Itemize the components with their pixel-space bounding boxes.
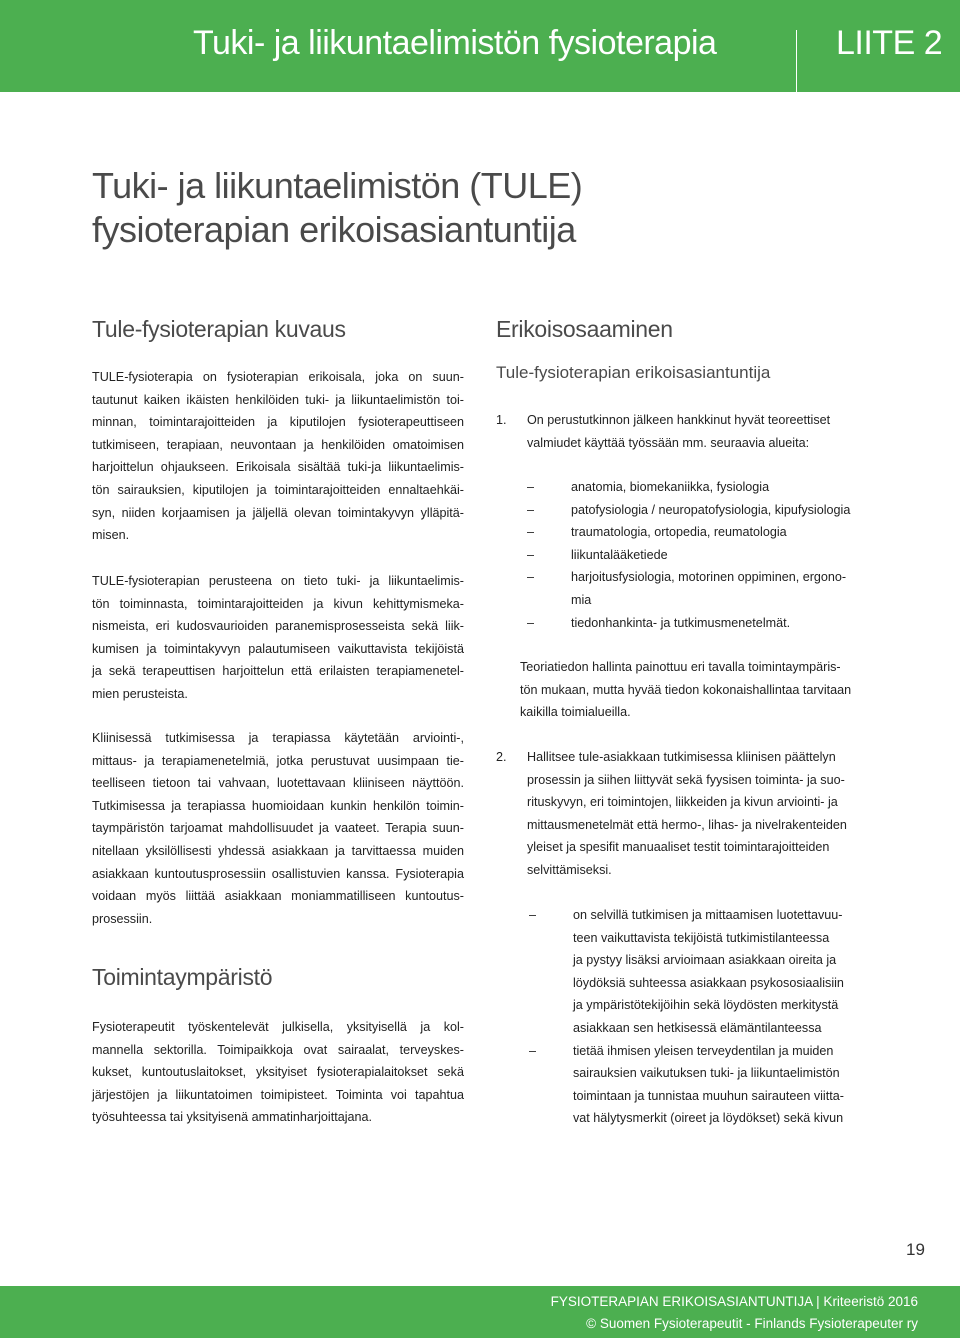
clinical-skills-list [529, 904, 889, 1130]
list-item [527, 544, 887, 567]
list-item-line: liikuntalääketiede [571, 547, 668, 562]
header-bar [0, 0, 960, 92]
item-text [527, 746, 867, 882]
text-line: rituskyvyn, eri toimintojen, liikkeiden ja kivun arviointi- ja [527, 795, 838, 810]
paragraph-kuvaus-3 [92, 727, 464, 930]
footer-publication: FYSIOTERAPIAN ERIKOISASIANTUNTIJA | Kriteeristö 2016 [550, 1294, 918, 1309]
text-line: TULE-fysioterapian perusteena on tieto tuki- ja liikuntaelimis- [92, 574, 464, 588]
list-item-line: toimintaan ja tunnistaa muuhun sairauteen viitta- [573, 1088, 844, 1103]
text-line: selvittämiseksi. [527, 862, 612, 877]
page-title-line-2: fysioterapian erikoisasiantuntija [92, 209, 576, 250]
text-line: mittaus- ja terapiamenetelmiä, jotka perustuvat uusimpaan tie- [92, 753, 464, 768]
text-line: prosessin ja siihen liittyvät sekä fyysisen toiminta- ja suo- [527, 772, 845, 787]
text-line: teelliseen tietoon tai vahvaan, luotettavaan kliiniseen näyttöön. [92, 776, 464, 791]
page-title [92, 164, 582, 252]
text-line: TULE-fysioterapia on fysioterapian erikoisala, joka on suun- [92, 370, 464, 384]
dash-bullet: – [527, 525, 535, 540]
text-line: tutkimiseen, terapiaan, neuvontaan ja henkilöiden omatoimisen [92, 437, 464, 452]
text-line: misen. [92, 528, 130, 543]
text-line: asiakkaan kuntoutusprosessiin osallistuvien kanssa. Fysioterapia [92, 866, 464, 881]
text-line: kukset, kuntoutuslaitokset, yksityiset fysioterapialaitokset sekä [92, 1065, 464, 1080]
dash-bullet: – [527, 570, 535, 585]
text-line: tön mukaan, mutta hyvää tiedon kokonaishallintaa tarvitaan [520, 682, 852, 697]
list-item-line: tiedonhankinta- ja tutkimusmenetelmät. [571, 615, 791, 630]
header-divider [796, 30, 797, 92]
list-item-line: vat hälytysmerkit (oireet ja löydökset) sekä kivun [573, 1111, 844, 1126]
section-heading-erikoisosaaminen: Erikoisosaaminen [496, 316, 673, 342]
item-text [527, 409, 867, 454]
list-item [527, 566, 887, 611]
list-item-line: patofysiologia / neuropatofysiologia, kipufysiologia [571, 502, 851, 517]
paragraph-teoriatieto [520, 656, 872, 724]
list-item [527, 612, 887, 635]
list-item-line: teen vaikuttavista tekijöistä tutkimistilanteessa [573, 930, 830, 945]
text-line: nismeista, eri kudosvaurioiden paranemisprosesseista sekä liik- [92, 619, 464, 634]
text-line: tön sairauksien, kiputilojen ja toimintarajoitteiden ennaltaehkäi- [92, 482, 464, 497]
paragraph-kuvaus-2 [92, 570, 464, 706]
item-number: 1. [496, 413, 507, 427]
paragraph-kuvaus-1 [92, 366, 464, 547]
text-line: harjoittelun ohjaukseen. Erikoisala sisältää tuki-ja liikuntaelimis- [92, 460, 464, 475]
dash-bullet: – [529, 908, 537, 922]
list-item-line: ja pystyy lisäksi arvioimaan asiakkaan oireita ja [573, 953, 837, 968]
text-line: On perustutkinnon jälkeen hankkinut hyvät teoreettiset [527, 413, 831, 427]
text-line: järjestöjen ja liikuntatoimen toimipisteet. Toiminta voi tapahtua [92, 1087, 464, 1102]
text-line: Hallitsee tule-asiakkaan tutkimisessa kliinisen päättelyn [527, 750, 836, 764]
dash-bullet: – [527, 615, 535, 630]
numbered-item-1 [496, 409, 876, 455]
text-line: taympäristön tarjoamat mahdollisuudet ja vaateet. Terapia suun- [92, 821, 464, 836]
list-item-line: löydöksiä suhteessa asiakkaan psykososiaalisiin [573, 975, 844, 990]
text-line: prosessiin. [92, 911, 153, 926]
dash-bullet: – [527, 480, 535, 494]
text-line: työsuhteessa tai yksityisenä ammatinharjoittajana. [92, 1110, 373, 1125]
item-number: 2. [496, 750, 507, 764]
text-line: ja sekä terapeuttisen harjoittelun että erilaisten terapiamenetel- [92, 664, 464, 679]
text-line: yleiset ja spesifit manuaaliset testit toimintarajoitteiden [527, 840, 830, 855]
list-item-line: traumatologia, ortopedia, reumatologia [571, 525, 787, 540]
list-item-line: harjoitusfysiologia, motorinen oppiminen, ergono- [571, 570, 847, 585]
numbered-item-2 [496, 746, 876, 886]
knowledge-area-list [527, 476, 887, 634]
list-item [527, 476, 887, 499]
dash-bullet: – [527, 502, 535, 517]
text-line: tautunut kaiken ikäisten henkilöiden tuki- ja liikuntaelimistön toi- [92, 392, 464, 407]
list-item-line: sairauksien vaikutuksen tuki- ja liikuntaelimistön [573, 1066, 840, 1081]
subheading-erikoisasiantuntija: Tule-fysioterapian erikoisasiantuntija [496, 363, 771, 382]
list-item [529, 904, 889, 1040]
text-line: tön toiminnasta, toimintarajoitteiden ja kivun kehittymismeka- [92, 596, 464, 611]
footer-bar [0, 1286, 960, 1338]
text-line: mittausmenetelmät että hermo-, lihas- ja nivelrakenteiden [527, 817, 847, 832]
text-line: nitellaan yksilöllisesti yhdessä asiakkaan ja tarvittaessa muiden [92, 843, 464, 858]
page-title-line-1: Tuki- ja liikuntaelimistön (TULE) [92, 165, 583, 206]
list-item [529, 1040, 889, 1130]
text-line: minnan, toimintarajoitteiden ja kiputilojen fysioterapeuttiseen [92, 415, 464, 430]
text-line: mannella sektorilla. Toimipaikkoja ovat sairaalat, terveyskes- [92, 1042, 464, 1057]
text-line: mien perusteista. [92, 686, 188, 701]
text-line: Fysioterapeutit työskentelevät julkisella, yksityisellä ja kol- [92, 1020, 464, 1034]
list-item-line: asiakkaan sen hetkisessä elämäntilanteessa [573, 1020, 822, 1035]
paragraph-toimintaymparisto [92, 1016, 464, 1129]
text-line: valmiudet käyttää työssään mm. seuraavia alueita: [527, 435, 810, 450]
text-line: kaikilla toimialueilla. [520, 705, 631, 720]
section-heading-toimintaymparisto: Toimintaympäristö [92, 964, 273, 990]
section-heading-kuvaus: Tule-fysioterapian kuvaus [92, 316, 346, 342]
list-item-line: tietää ihmisen yleisen terveydentilan ja muiden [573, 1043, 834, 1058]
text-line: Kliinisessä tutkimisessa ja terapiassa käytetään arviointi-, [92, 731, 464, 745]
text-line: syn, niiden korjaamisen ja jäljellä olevan toimintakyvyn ylläpitä- [92, 505, 464, 520]
text-line: voidaan myös liittää asiakkaan moniammatilliseen kuntoutus- [92, 889, 464, 904]
header-title: Tuki- ja liikuntaelimistön fysioterapia [193, 24, 717, 62]
list-item [527, 521, 887, 544]
text-line: kumisen ja toimintakyvyn palautumiseen vaikuttavista tekijöistä [92, 641, 464, 656]
page-number: 19 [906, 1240, 925, 1259]
list-item [527, 499, 887, 522]
list-item-line: on selvillä tutkimisen ja mittaamisen luotettavuu- [573, 908, 843, 922]
list-item-line: ja ympäristötekijöihin sekä löydösten merkitystä [573, 998, 839, 1013]
list-item-line: anatomia, biomekaniikka, fysiologia [571, 480, 770, 494]
list-item-line: mia [571, 592, 592, 607]
footer-copyright: © Suomen Fysioterapeutit - Finlands Fysioterapeuter ry [586, 1316, 918, 1331]
appendix-label: LIITE 2 [836, 24, 943, 62]
dash-bullet: – [529, 1043, 537, 1058]
dash-bullet: – [527, 547, 535, 562]
text-line: Teoriatiedon hallinta painottuu eri tavalla toimintaympäris- [520, 660, 841, 674]
text-line: Tutkimisessa ja terapiassa huomioidaan kunkin henkilön toimin- [92, 798, 464, 813]
